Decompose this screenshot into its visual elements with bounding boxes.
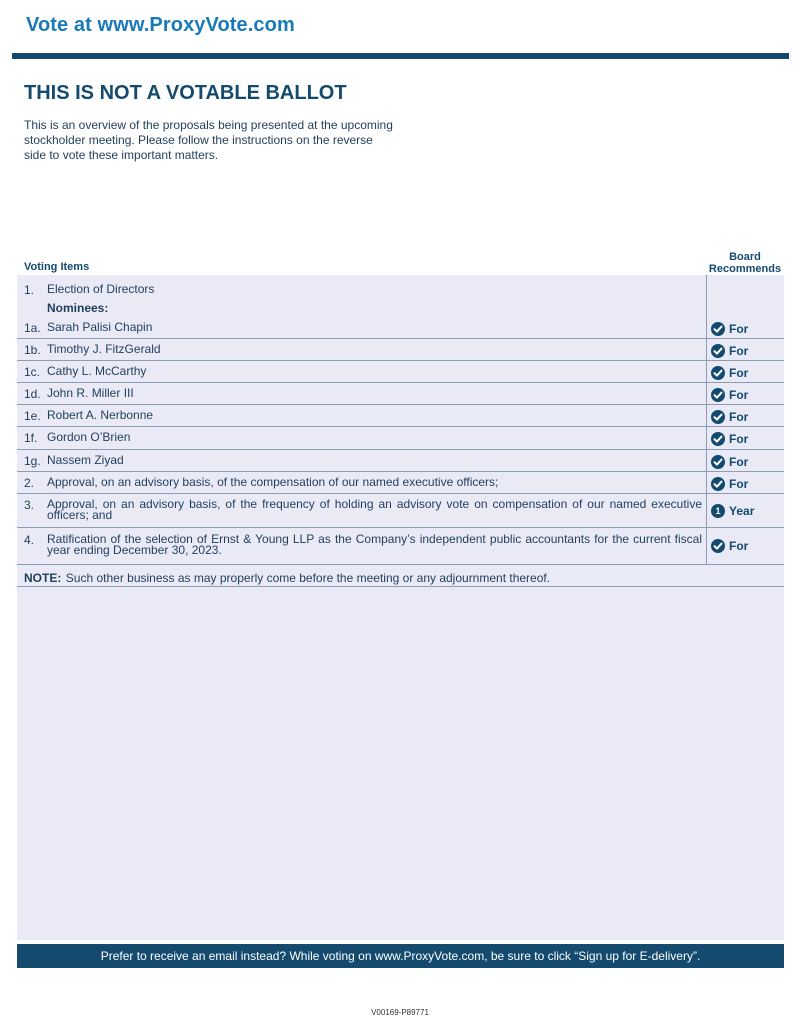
- board-recommendation: For: [711, 366, 748, 380]
- item-number: 1a.: [24, 321, 41, 335]
- header-title: Vote at www.ProxyVote.com: [26, 14, 295, 36]
- board-recommendation: For: [711, 432, 748, 446]
- intro-text: This is an overview of the proposals being presented at the upcoming stockholder meeting. Please follow the instructions on the reverse side to vote these important matters.: [24, 118, 393, 162]
- check-circle-icon: [711, 366, 725, 380]
- item-number: 1c.: [24, 365, 41, 379]
- table-row-2: [17, 472, 784, 494]
- board-recommendation: For: [711, 477, 748, 491]
- board-recommendation: For: [711, 539, 748, 553]
- column-header-voting-items: Voting Items: [24, 261, 90, 273]
- check-circle-icon: [711, 455, 725, 469]
- item-text: Ratification of the selection of Ernst & Young LLP as the Company’s independent public accountants for the current fiscal year ending December 30, 2023.: [47, 532, 702, 557]
- item-number: 3.: [24, 498, 35, 512]
- check-circle-icon: [711, 477, 725, 491]
- table-row-1: [17, 275, 784, 339]
- item-text: Election of Directors: [47, 282, 155, 296]
- document-code: V00169-P89771: [371, 1008, 429, 1017]
- check-circle-icon: [711, 388, 725, 402]
- check-circle-icon: [711, 322, 725, 336]
- nominees-label: Nominees:: [47, 301, 109, 315]
- table-row-1d: [17, 383, 784, 405]
- note-label: NOTE:: [24, 571, 62, 585]
- item-number: 1g.: [24, 454, 41, 468]
- board-recommendation: For: [711, 344, 748, 358]
- item-text: Approval, on an advisory basis, of the frequency of holding an advisory vote on compensation of our named executive officers; and: [47, 497, 702, 522]
- table-row-1g: [17, 450, 784, 472]
- item-number: 1e.: [24, 409, 41, 423]
- item-text: Timothy J. FitzGerald: [47, 342, 161, 356]
- item-text: Approval, on an advisory basis, of the compensation of our named executive officers;: [47, 475, 499, 489]
- item-number: 1f.: [24, 431, 38, 445]
- note-row: [17, 565, 784, 587]
- item-text: Sarah Palisi Chapin: [47, 320, 153, 334]
- item-text: John R. Miller III: [47, 386, 134, 400]
- board-recommendation: 1 Year: [711, 504, 754, 518]
- table-row-1e: [17, 405, 784, 427]
- board-recommendation: For: [711, 388, 748, 402]
- item-number: 1d.: [24, 387, 41, 401]
- number-one-icon: 1: [711, 504, 725, 518]
- table-row-4: [17, 528, 784, 565]
- item-text: Cathy L. McCarthy: [47, 364, 147, 378]
- note-text: Such other business as may properly come before the meeting or any adjournment thereof.: [65, 571, 551, 585]
- table-row-1c: [17, 361, 784, 383]
- item-number: 2.: [24, 476, 35, 490]
- check-circle-icon: [711, 432, 725, 446]
- check-circle-icon: [711, 410, 725, 424]
- header-divider: [12, 53, 789, 59]
- item-text: Nassem Ziyad: [47, 453, 124, 467]
- board-recommendation: For: [711, 322, 748, 336]
- item-number: 1b.: [24, 343, 41, 357]
- item-text: Robert A. Nerbonne: [47, 408, 154, 422]
- item-text: Gordon O’Brien: [47, 430, 131, 444]
- board-recommendation: For: [711, 455, 748, 469]
- item-number: 1.: [24, 283, 35, 297]
- table-row-1f: [17, 427, 784, 450]
- column-header-board-recommends: Board Recommends: [708, 251, 782, 275]
- check-circle-icon: [711, 344, 725, 358]
- item-number: 4.: [24, 533, 35, 547]
- table-row-1b: [17, 339, 784, 361]
- check-circle-icon: [711, 539, 725, 553]
- table-row-3: [17, 494, 784, 528]
- ballot-title: THIS IS NOT A VOTABLE BALLOT: [24, 82, 347, 104]
- board-recommendation: For: [711, 410, 748, 424]
- footer-banner: Prefer to receive an email instead? While voting on www.ProxyVote.com, be sure to click “Sign up for E-delivery”.: [17, 944, 784, 968]
